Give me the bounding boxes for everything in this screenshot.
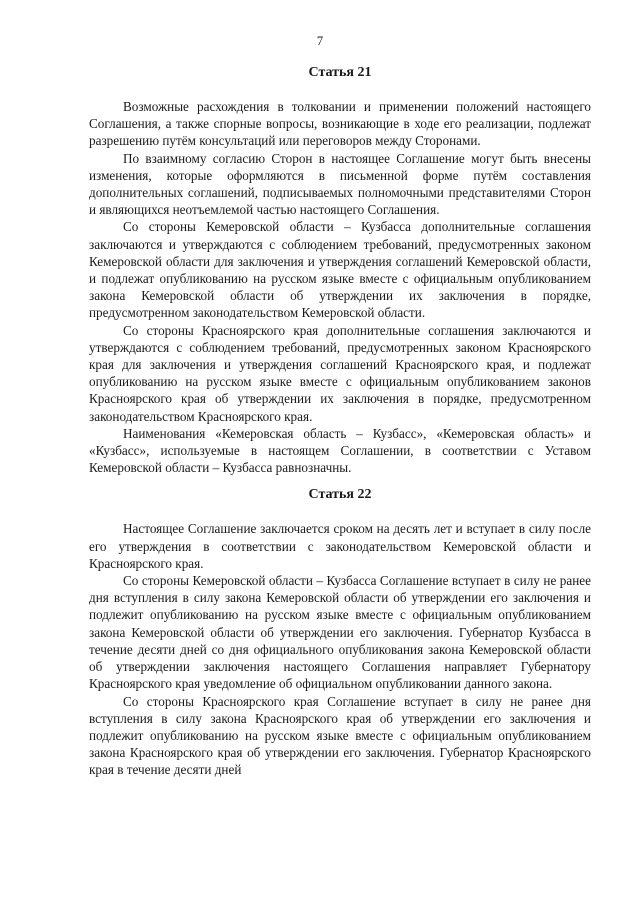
document-body <box>89 64 591 779</box>
paragraph: Со стороны Кемеровской области – Кузбасса дополнительные соглашения заключаются и утверждаются с соблюдением требований, предусмотренных законом Кемеровской области для заключения и утверждения соглашений Кемеровской области, и подлежат опубликованию на русском языке вместе с официальным опубликованием закона Кемеровской области об утверждении их заключения в порядке, предусмотренном законодательством Кемеровской области. <box>89 219 591 321</box>
paragraph: Со стороны Красноярского края дополнительные соглашения заключаются и утверждаются с соблюдением требований, предусмотренных законом Красноярского края для заключения и утверждения соглашений Красноярского края, и подлежат опубликованию на русском языке вместе с официальным опубликованием законов Красноярского края об утверждении их заключения в порядке, предусмотренном законодательством Красноярского края. <box>89 322 591 424</box>
article-title: Статья 21 <box>308 65 372 80</box>
paragraph: Наименования «Кемеровская область – Кузбасс», «Кемеровская область» и «Кузбасс», используемые в настоящем Соглашении, в соответствии с Уставом Кемеровской области – Кузбасса равнозначны. <box>89 425 591 476</box>
paragraph: Со стороны Красноярского края Соглашение вступает в силу не ранее дня вступления в силу закона Красноярского края об утверждении его заключения и подлежит опубликованию на русском языке вместе с официальным опубликованием закона Красноярского края об утверждении его заключения. Губернатор Красноярского края в течение десяти дней <box>89 693 591 778</box>
article-title: Статья 22 <box>308 487 372 503</box>
article-22 <box>89 486 591 778</box>
paragraph: Возможные расхождения в толковании и применении положений настоящего Соглашения, а также спорные вопросы, возникающие в ходе его реализации, подлежат разрешению путём консультаций или переговоров между Сторонами. <box>89 99 591 149</box>
paragraph: Настоящее Соглашение заключается сроком на десять лет и вступает в силу после его утверждения в соответствии с законодательством Кемеровской области и Красноярского края. <box>89 521 591 571</box>
article-21 <box>89 64 591 476</box>
paragraph: Со стороны Кемеровской области – Кузбасса Соглашение вступает в силу не ранее дня вступления в силу закона Кемеровской области об утверждении его заключения и подлежит опубликованию на русском языке вместе с официальным опубликованием закона Кемеровской области об утверждении его заключения. Губернатор Кузбасса в течение десяти дней со дня официального опубликования закона Кемеровской области об утверждении заключения настоящего Соглашения направляет Губернатору Красноярского края уведомление об официальном опубликовании данного закона. <box>89 573 591 692</box>
page-number: 7 <box>316 34 324 48</box>
paragraph: По взаимному согласию Сторон в настоящее Соглашение могут быть внесены изменения, которые оформляются в письменной форме путём составления дополнительных соглашений, подписываемых полномочными представителями Сторон и являющихся неотъемлемой частью настоящего Соглашения. <box>89 150 591 218</box>
